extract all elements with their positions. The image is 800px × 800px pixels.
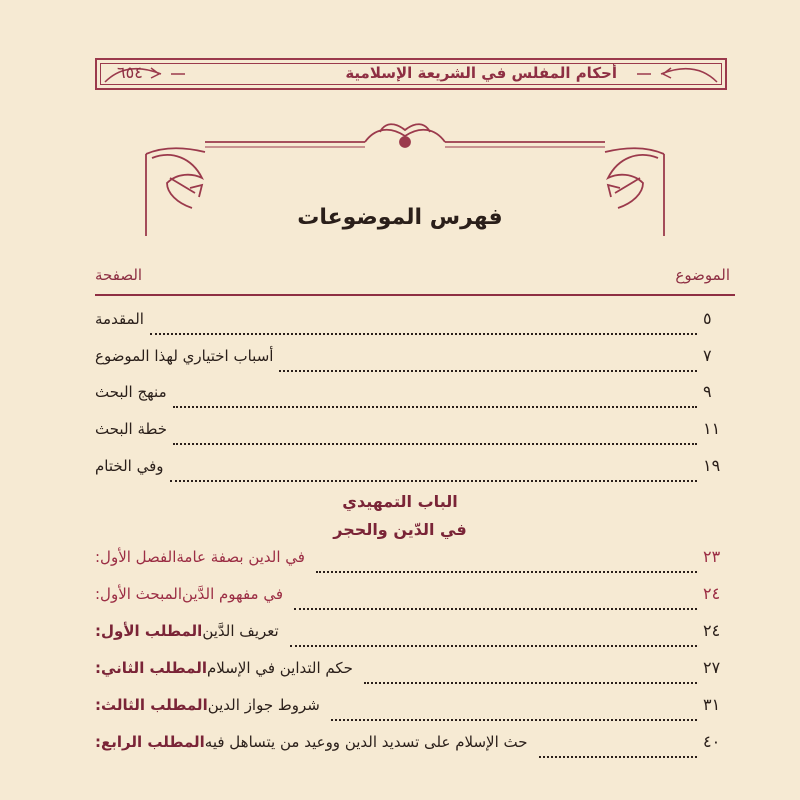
- toc-entry-page: ٧: [703, 346, 712, 365]
- toc-entry-page: ٢٤: [703, 584, 721, 603]
- toc-entry-label: الفصل الأول:: [95, 548, 177, 566]
- toc-entry-text: أسباب اختياري لهذا الموضوع: [95, 347, 274, 365]
- toc-entry[interactable]: [95, 382, 735, 412]
- leader-dots: [364, 670, 697, 684]
- toc-entry-text: حكم التداين في الإسلام: [207, 659, 353, 677]
- toc-entry[interactable]: [95, 346, 735, 376]
- toc-entry-text: وفي الختام: [95, 457, 164, 475]
- toc-entry-label: المطلب الأول:: [95, 622, 203, 640]
- leader-dots: [170, 468, 698, 482]
- toc-entry-text: منهج البحث: [95, 383, 167, 401]
- toc-entry[interactable]: [95, 658, 735, 688]
- leader-dots: [279, 358, 697, 372]
- toc-entry-page: ٥: [703, 309, 712, 328]
- header-divider: [95, 294, 735, 296]
- toc-entry-label: المطلب الثالث:: [95, 696, 208, 714]
- toc-entry-page: ٢٤: [703, 621, 721, 640]
- header-left-ornament-icon: [101, 62, 191, 86]
- toc-entry[interactable]: [95, 419, 735, 449]
- leader-dots: [173, 394, 697, 408]
- toc-entry[interactable]: [95, 732, 735, 762]
- toc-entry-page: ٩: [703, 382, 712, 401]
- running-header: [95, 58, 727, 90]
- leader-dots: [294, 596, 697, 610]
- leader-dots: [173, 431, 697, 445]
- toc-entry-label: المطلب الرابع:: [95, 733, 205, 751]
- toc-entry-label: المطلب الثاني:: [95, 659, 208, 677]
- toc-entry[interactable]: [95, 309, 735, 339]
- toc-entry-page: ٢٧: [703, 658, 721, 677]
- toc-entry[interactable]: [95, 621, 735, 651]
- column-page-label: الصفحة: [95, 266, 143, 284]
- toc-entry-page: ١١: [703, 419, 721, 438]
- section-title: الباب التمهيدي: [342, 492, 458, 511]
- leader-dots: [316, 559, 697, 573]
- toc-entry-page: ١٩: [703, 456, 721, 475]
- toc-entry[interactable]: [95, 695, 735, 725]
- toc-entry-text: حث الإسلام على تسديد الدين ووعيد من يتساهل فيه: [204, 733, 528, 751]
- toc-entry-text: خطة البحث: [95, 420, 168, 438]
- toc-entry-text: في مفهوم الدَّين: [182, 585, 284, 603]
- leader-dots: [150, 321, 697, 335]
- leader-dots: [290, 633, 697, 647]
- toc-entry[interactable]: [95, 584, 735, 614]
- toc-entry-label: المبحث الأول:: [95, 585, 183, 603]
- section-subtitle: في الدّين والحجر: [333, 520, 467, 539]
- toc-entry-text: المقدمة: [95, 310, 144, 328]
- leader-dots: [331, 707, 697, 721]
- header-right-ornament-icon: [631, 62, 721, 86]
- index-title: فهرس الموضوعات: [297, 205, 503, 230]
- toc-entry[interactable]: [95, 547, 735, 577]
- toc-entry-page: ٤٠: [703, 732, 721, 751]
- toc-entry-page: ٢٣: [703, 547, 721, 566]
- toc-entry[interactable]: [95, 456, 735, 486]
- header-page-number: ٦٥٤: [117, 63, 143, 82]
- leader-dots: [539, 744, 697, 758]
- column-topic-label: الموضوع: [675, 266, 730, 284]
- toc-entry-page: ٣١: [703, 695, 721, 714]
- toc-entry-text: في الدين بصفة عامة: [176, 548, 305, 566]
- toc-entry-text: شروط جواز الدين: [207, 696, 320, 714]
- toc-entry-text: تعريف الدَّين: [202, 622, 279, 640]
- header-title: أحكام المفلس في الشريعة الإسلامية: [345, 64, 617, 82]
